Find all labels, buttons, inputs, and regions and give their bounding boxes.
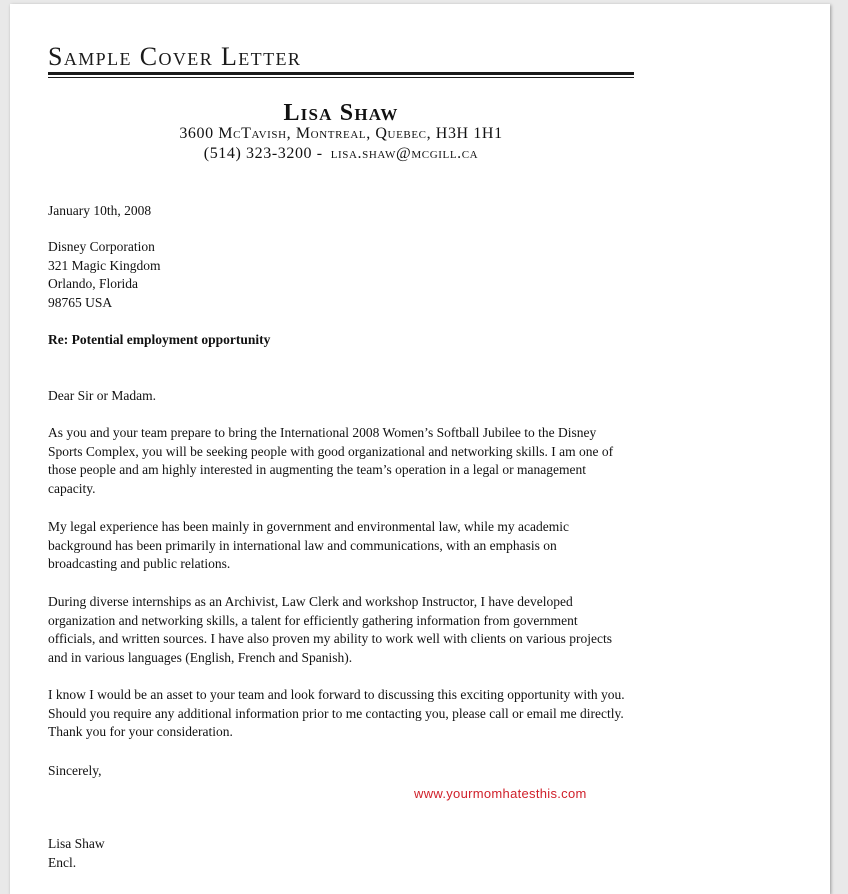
sender-phone: (514) 323-3200 - (203, 145, 323, 162)
sender-email: lisa.shaw@mcgill.ca (330, 145, 479, 162)
letter-salutation: Dear Sir or Madam. (48, 388, 156, 403)
watermark-url: www.yourmomhatesthis.com (414, 786, 587, 801)
title-rule-thick (48, 72, 634, 75)
recipient-line: Orlando, Florida (48, 276, 138, 292)
title-rule-thin (48, 77, 634, 78)
sender-name: Lisa Shaw (283, 100, 399, 126)
enclosure-note: Encl. (48, 855, 77, 870)
sender-address: 3600 McTavish, Montreal, Quebec, H3H 1H1 (179, 125, 503, 142)
letter-date: January 10th, 2008 (48, 203, 152, 218)
letter-paragraph: As you and your team prepare to bring the International 2008 Women’s Softball Jubilee to the Disney Sports Complex, you will be seeking people with good organizational and networking skills. I am one of those people and am highly interested in augmenting the team’s operation in a legal or management capacity. (48, 425, 614, 496)
recipient-line: Disney Corporation (48, 239, 155, 254)
letter-paragraph: My legal experience has been mainly in government and environmental law, while my academic background has been primarily in international law and communications, with an emphasis on broadcasting and public relations. (48, 519, 569, 572)
signature-name: Lisa Shaw (48, 836, 105, 851)
recipient-line: 98765 USA (48, 294, 113, 310)
letter-subject: Re: Potential employment opportunity (48, 332, 271, 347)
sender-contact (48, 145, 634, 163)
recipient-address (48, 238, 628, 312)
document-title: Sample Cover Letter (48, 42, 302, 71)
letter-closing: Sincerely, (48, 763, 102, 778)
letter-paragraph: During diverse internships as an Archivist, Law Clerk and workshop Instructor, I have developed organization and networking skills, a talent for efficiently gathering information from government officials, and written sources. I have also proven my ability to work well with clients on various projects and in various languages (English, French and Spanish). (48, 594, 612, 665)
letter-paragraph: I know I would be an asset to your team and look forward to discussing this exciting opportunity with you. Should you require any additional information prior to me contacting you, please call or email me directly. Thank you for your consideration. (48, 687, 625, 740)
letter-page (10, 4, 830, 894)
recipient-line: 321 Magic Kingdom (48, 257, 161, 273)
